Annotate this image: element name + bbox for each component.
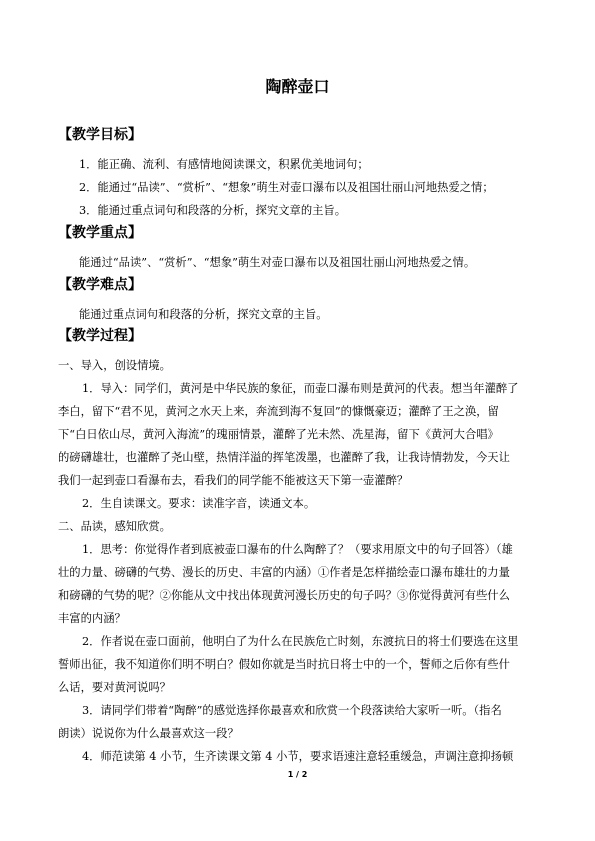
paragraph-line: 和磅礴的气势的呢？②你能从文中找出体现黄河漫长历史的句子吗？③你觉得黄河有些什么 xyxy=(58,589,510,602)
paragraph-line: 丰富的内涵？ xyxy=(58,612,126,625)
section-1-heading: 一、导入，创设情境。 xyxy=(58,359,171,372)
key-points-heading: 【教学重点】 xyxy=(58,225,142,241)
difficulties-heading: 【教学难点】 xyxy=(58,277,142,293)
paragraph-line: 2．作者说在壶口面前，他明白了为什么在民族危亡时刻，东渡抗日的将士们要选在这里 xyxy=(82,635,519,648)
paragraph-line: 壮的力量、磅礴的气势、漫长的历史、丰富的内涵）①作者是怎样描绘壶口瀑布雄壮的力量 xyxy=(58,566,510,579)
paragraph-line: 1．导入：同学们，黄河是中华民族的象征，而壶口瀑布则是黄河的代表。想当年灌醉了 xyxy=(82,382,519,395)
goal-item-2: 2．能通过“品读”、“赏析”、“想象”萌生对壶口瀑布以及祖国壮丽山河地热爱之情； xyxy=(79,181,494,194)
paragraph-line: 4．师范读第 4 小节，生齐读课文第 4 小节，要求语速注意轻重缓急，声调注意抑扬顿 xyxy=(82,750,514,763)
paragraph-line: 么话，要对黄河说吗？ xyxy=(58,681,171,694)
paragraph-line: 朗读）说说你为什么最喜欢这一段？ xyxy=(58,727,239,740)
page-number: 1 / 2 xyxy=(287,770,308,779)
goal-item-1: 1．能正确、流利、有感情地阅读课文，积累优美地词句； xyxy=(79,158,369,171)
paragraph-line: 2．生自读课文。要求：读准字音，读通文本。 xyxy=(82,497,316,510)
paragraph-line: 下“白日依山尽，黄河入海流”的瑰丽情景，灌醉了光未然、冼星海，留下《黄河大合唱》 xyxy=(58,428,499,441)
paragraph-line: 李白，留下“君不见，黄河之水天上来，奔流到海不复回”的慷慨豪迈；灌醉了王之涣，留 xyxy=(58,405,499,418)
key-points-text: 能通过“品读”、“赏析”、“想象”萌生对壶口瀑布以及祖国壮丽山河地热爱之情。 xyxy=(79,256,476,269)
goals-heading: 【教学目标】 xyxy=(58,127,142,143)
process-heading: 【教学过程】 xyxy=(58,328,142,344)
paragraph-line: 3．请同学们带着“陶醉”的感觉选择你最喜欢和欣赏一个段落读给大家听一听。（指名 xyxy=(82,704,502,717)
goal-item-3: 3．能通过重点词句和段落的分析，探究文章的主旨。 xyxy=(79,204,347,217)
paragraph-line: 的磅礴雄壮，也灌醉了尧山壁，热情洋溢的挥笔泼墨，也灌醉了我，让我诗情勃发，今天让 xyxy=(58,451,510,464)
paragraph-line: 1．思考：你觉得作者到底被壶口瀑布的什么陶醉了？（要求用原文中的句子回答）（雄 xyxy=(82,543,513,556)
paragraph-line: 我们一起到壶口看瀑布去，看我们的同学能不能被这天下第一壶灌醉？ xyxy=(58,474,409,487)
page-title: 陶醉壶口 xyxy=(265,77,330,96)
section-2-heading: 二、品读，感知欣赏。 xyxy=(58,520,171,533)
paragraph-line: 誓师出征，我不知道你们明不明白？假如你就是当时抗日将士中的一个，誓师之后你有些什 xyxy=(58,658,510,671)
difficulties-text: 能通过重点词句和段落的分析，探究文章的主旨。 xyxy=(79,308,328,321)
